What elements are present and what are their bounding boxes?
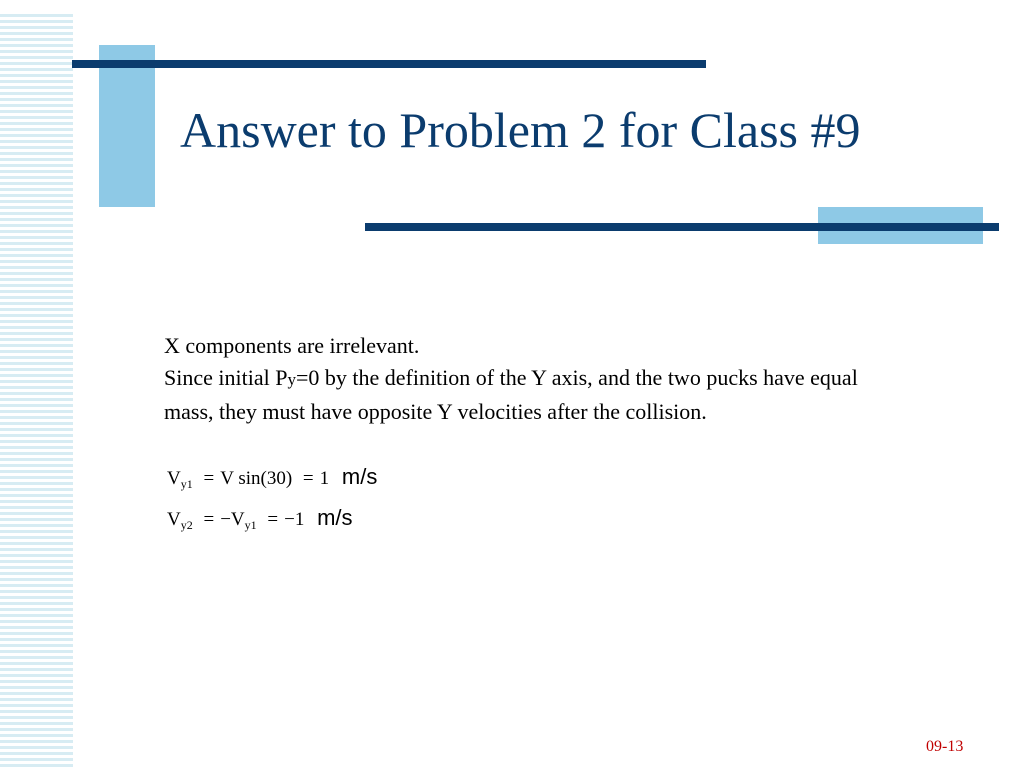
eq2-result: −1 (284, 509, 305, 530)
slide-number: 09-13 (926, 738, 964, 755)
left-stripe-decoration (0, 14, 73, 768)
eq1-unit: m/s (341, 464, 378, 489)
body-line-x-components: X components are irrelevant. (164, 333, 420, 358)
eq2-neg-v-subscript: y1 (244, 518, 257, 532)
eq1-expression: V sin(30) (220, 468, 293, 489)
title-rule-top (72, 60, 706, 68)
eq1-lhs-subscript: y1 (180, 477, 193, 491)
explanation-rest: =0 by the definition of the Y axis, and the two pucks have equal mass, they must have opposite Y velocities after the collision. (164, 365, 858, 424)
eq1-equals-1: = (203, 468, 215, 489)
eq1-result: 1 (319, 468, 330, 489)
eq2-neg-v: −V (220, 509, 245, 530)
momentum-subscript: y (287, 370, 296, 389)
slide-body (164, 330, 884, 428)
body-paragraph-explanation (164, 362, 884, 428)
eq1-lhs: V (167, 468, 181, 489)
eq2-lhs: V (167, 509, 181, 530)
equation-vy1 (167, 459, 377, 502)
title-rule-bottom (365, 223, 999, 231)
equation-vy2 (167, 500, 353, 543)
explanation-start: Since initial P (164, 365, 288, 390)
eq2-equals-1: = (203, 509, 215, 530)
eq2-equals-2: = (267, 509, 279, 530)
accent-block-top (99, 45, 155, 207)
eq1-equals-2: = (302, 468, 314, 489)
eq2-lhs-subscript: y2 (180, 518, 193, 532)
slide-title: Answer to Problem 2 for Class #9 (180, 102, 861, 158)
eq2-unit: m/s (317, 505, 353, 530)
